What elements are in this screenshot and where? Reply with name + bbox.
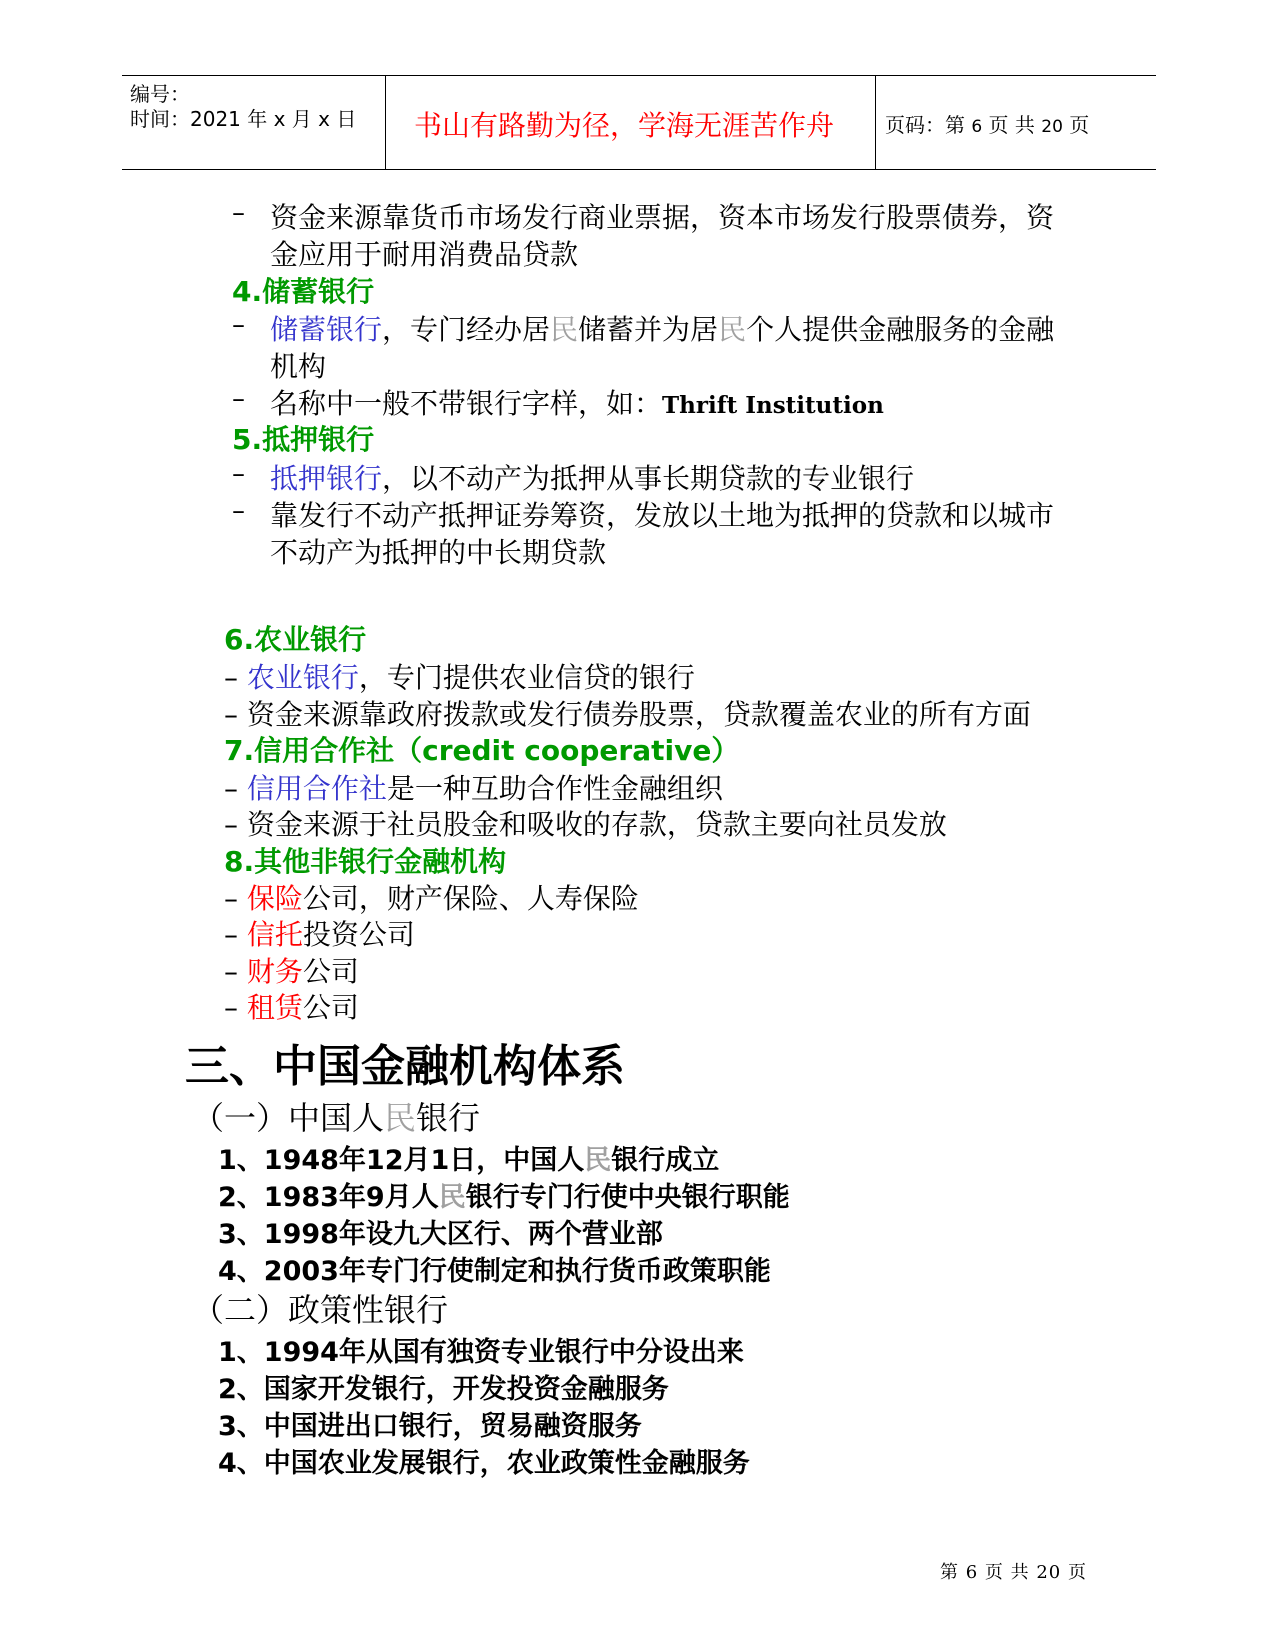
bullet-dash: – (232, 496, 245, 526)
numbered-item: 3、中国进出口银行，贸易融资服务 (218, 1411, 642, 1442)
numbered-item: 4、2003年专门行使制定和执行货币政策职能 (218, 1256, 771, 1287)
document-time-label: 时间：2021 年 x 月 x 日 (130, 107, 357, 131)
list-item: – 资金来源于社员股金和吸收的存款，贷款主要向社员发放 (224, 808, 947, 841)
header-motto: 书山有路勤为径，学海无涯苦作舟 (414, 109, 835, 142)
bullet-dash: – (232, 459, 245, 489)
paragraph-line: 金应用于耐用消费品贷款 (270, 238, 579, 271)
list-item: – 保险公司，财产保险、人寿保险 (224, 882, 639, 915)
section-heading-other-institutions: 8.其他非银行金融机构 (224, 845, 507, 878)
paragraph-line: 资金来源靠货币市场发行商业票据，资本市场发行股票债券，资 (270, 201, 1055, 234)
subsection-heading-pboc: （一）中国人民银行 (192, 1099, 481, 1137)
header-page-total: 20 (1041, 117, 1063, 137)
list-item: – 信用合作社是一种互助合作性金融组织 (224, 772, 723, 805)
header-page-indicator: 页码：第 6 页 共 20 页 (885, 113, 1090, 137)
document-number-label: 编号： (130, 82, 190, 106)
list-item: – 租赁公司 (224, 991, 359, 1024)
section-heading-agricultural-bank: 6.农业银行 (224, 623, 367, 656)
bullet-dash: – (232, 198, 245, 228)
section-heading-credit-cooperative: 7.信用合作社（credit cooperative） (224, 734, 740, 767)
list-item: – 财务公司 (224, 955, 359, 988)
section-heading-savings-bank: 4.储蓄银行 (232, 275, 375, 308)
bullet-dash: – (232, 384, 245, 414)
subsection-heading-policy-banks: （二）政策性银行 (192, 1291, 449, 1329)
numbered-item: 2、1983年9月人民银行专门行使中央银行职能 (218, 1182, 790, 1213)
numbered-item: 1、1948年12月1日，中国人民银行成立 (218, 1145, 720, 1176)
section-title-china-financial-system: 三、中国金融机构体系 (185, 1041, 625, 1092)
numbered-item: 4、中国农业发展银行，农业政策性金融服务 (218, 1448, 750, 1479)
paragraph-line: 不动产为抵押的中长期贷款 (270, 536, 607, 569)
section-heading-mortgage-bank: 5.抵押银行 (232, 423, 375, 456)
list-item: 储蓄银行，专门经办居民储蓄并为居民个人提供金融服务的金融 (270, 313, 1055, 346)
header-page-number: 6 (971, 117, 983, 137)
bullet-dash: – (232, 310, 245, 340)
list-item: 靠发行不动产抵押证券筹资，发放以土地为抵押的贷款和以城市 (270, 499, 1055, 532)
numbered-item: 1、1994年从国有独资专业银行中分设出来 (218, 1337, 744, 1368)
list-item: 名称中一般不带银行字样，如：Thrift Institution (270, 387, 884, 420)
list-item: – 资金来源靠政府拨款或发行债券股票，贷款覆盖农业的所有方面 (224, 698, 1031, 731)
list-item: – 农业银行，专门提供农业信贷的银行 (224, 661, 695, 694)
list-item: 抵押银行，以不动产为抵押从事长期贷款的专业银行 (270, 462, 915, 495)
numbered-item: 3、1998年设九大区行、两个营业部 (218, 1219, 663, 1250)
page-footer: 第 6 页 共 20 页 (940, 1562, 1087, 1583)
list-item: – 信托投资公司 (224, 918, 415, 951)
numbered-item: 2、国家开发银行，开发投资金融服务 (218, 1374, 669, 1405)
paragraph-line: 机构 (270, 350, 327, 383)
